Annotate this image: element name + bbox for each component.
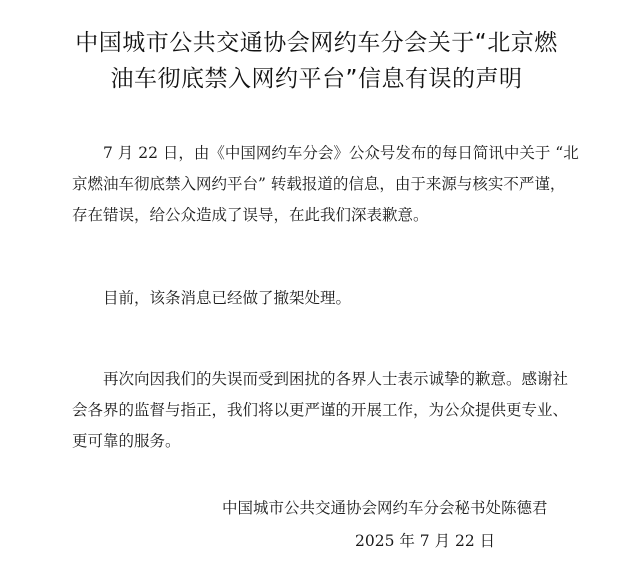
paragraph-line: 目前，该条消息已经做了撤架处理。 xyxy=(103,289,352,307)
document-title-line-1: 中国城市公共交通协会网约车分会关于“北京燃 xyxy=(75,30,558,56)
paragraph-line: 会各界的监督与指正，我们将以更严谨的开展工作，为公众提供更专业、 xyxy=(72,401,569,419)
signature-organization: 中国城市公共交通协会网约车分会秘书处陈德君 xyxy=(222,499,548,517)
paragraph-line: 7 月 22 日，由《中国网约车分会》公众号发布的每日简讯中关于 “北 xyxy=(103,144,579,162)
signature-date: 2025 年 7 月 22 日 xyxy=(355,532,496,550)
document-title-line-2: 油车彻底禁入网约平台”信息有误的声明 xyxy=(110,66,523,92)
paragraph-line: 再次向因我们的失误而受到困扰的各界人士表示诚挚的歉意。感谢社 xyxy=(103,370,569,388)
paragraph-line: 京燃油车彻底禁入网约平台” 转载报道的信息，由于来源与核实不严谨， xyxy=(72,175,566,193)
paragraph-line: 更可靠的服务。 xyxy=(72,432,181,450)
paragraph-line: 存在错误，给公众造成了误导，在此我们深表歉意。 xyxy=(72,206,429,224)
